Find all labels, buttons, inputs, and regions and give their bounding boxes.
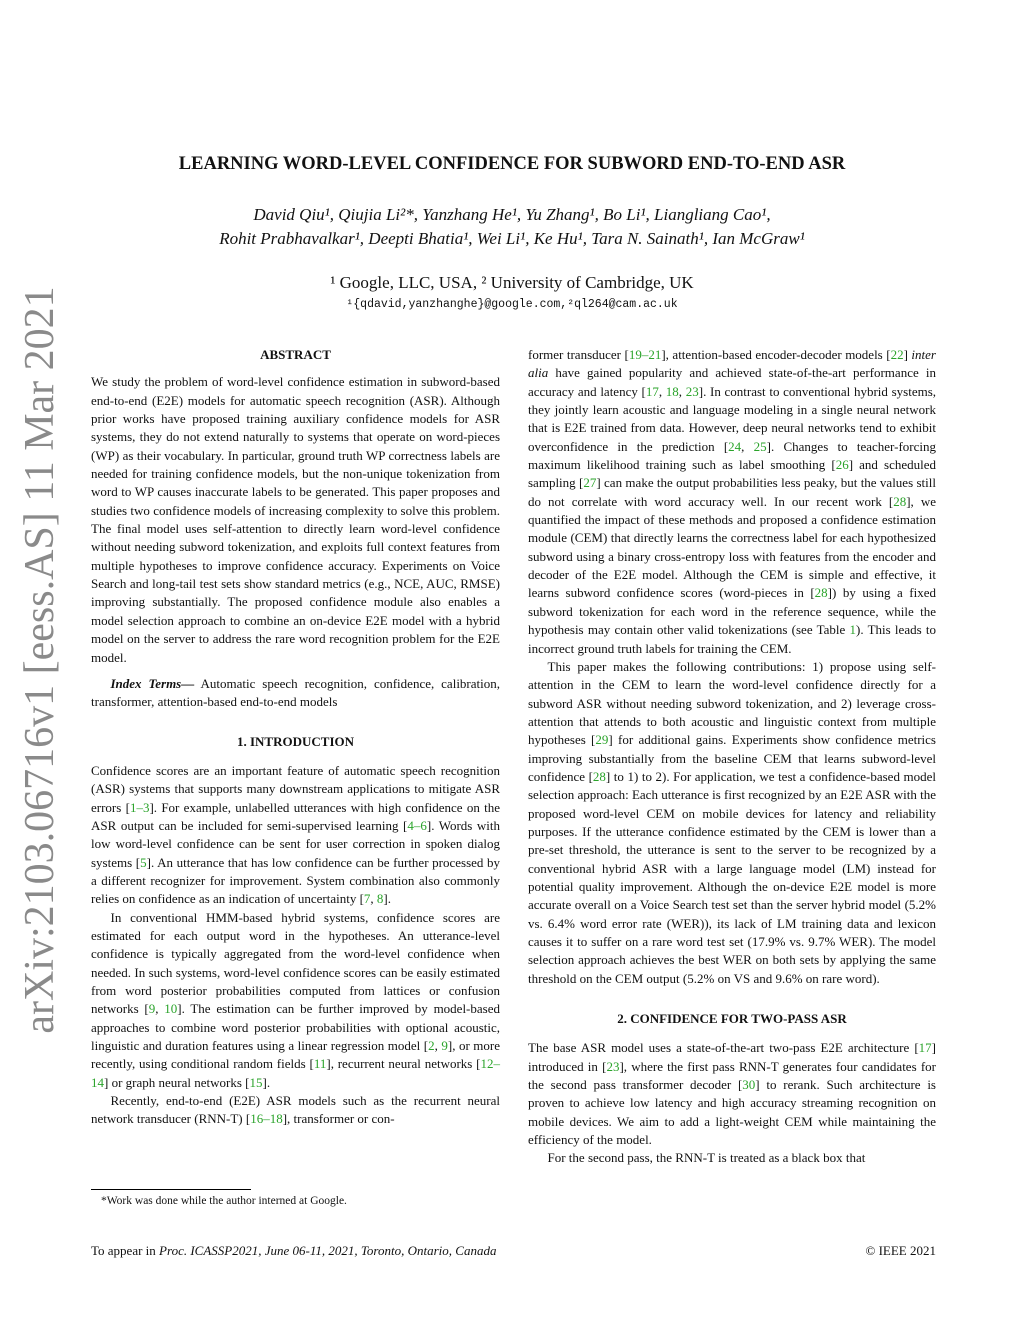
left-column [91,346,500,1129]
citation-link[interactable]: 25 [753,438,767,454]
citation-link[interactable]: 28 [893,493,907,509]
citation-link[interactable]: 16–18 [250,1111,283,1127]
citation-link[interactable]: 19–21 [628,347,662,362]
citation-link[interactable]: 18 [665,383,679,399]
author-list [70,203,954,251]
citation-link[interactable]: 5 [140,854,147,870]
citation-link[interactable]: 7 [363,891,371,907]
citation-link[interactable]: 15 [249,1074,263,1090]
citation-link[interactable]: 26 [835,457,849,473]
citation-link[interactable]: 10 [164,1001,178,1017]
contributions-paragraph: This paper makes the following contributions: 1) propose using self-attention in the CEM to learn the word-level confidence directly for a subword ASR without needing subword tokenization, and 2) leverage cross-attention that attends to both acoustic and linguistic context from multiple hypotheses [29] for additional gains. Experiments show confidence metrics improving substantially from the baseline CEM that learns subword-level confidence [28] to 1) to 2). For application, we test a confidence-based model selection approach: Each utterance is first recognized by an E2E ASR with the proposed word-level CEM on mobile devices for latency and reliability purposes. If the utterance confidence estimated by the CEM is lower than a pre-set threshold, the utterance is sent to the server to be recognized by a conventional hybrid ASR with a large language model (LM) instead for potential quality improvement. Although the on-device E2E model is more accurate overall on a Voice Search test set than the server hybrid model (5.2% vs. 6.4% word error rate (WER)), its lack of LM training data and lexicon causes it to suffer on a rare word test set (17.9% vs. 9.7% WER). The model selection approach achieves the best WER on both sets by applying the same threshold on the CEM output (5.2% on VS and 9.6% on rare word). [528,658,937,986]
intro-paragraph-3: Recently, end-to-end (E2E) ASR models such as the recurrent neural network transducer (RNN-T) [16–18], transformer or con- [91,1093,500,1127]
citation-link[interactable]: 2 [428,1038,435,1054]
abstract-text: We study the problem of word-level confidence estimation in subword-based end-to-end (E2E) models for automatic speech recognition (ASR). Although prior works have proposed training auxiliary confidence models for ASR systems, they do not extend naturally to systems that operate on word-pieces (WP) as their vocabulary. In particular, ground truth WP correctness labels are needed for training confidence models, but the non-unique tokenization from word to WP causes inaccurate labels to be generated. This paper proposes and studies two confidence models of increasing complexity to solve this problem. The final model uses self-attention to directly learn word-level confidence without needing subword tokenization, and exploits full context features from multiple hypotheses to improve confidence accuracy. Experiments on Voice Search and long-tail test sets show standard metrics (e.g., NCE, AUC, RMSE) improving substantially. The proposed confidence module also enables a model selection approach to combine an on-device E2E model with a hybrid model on the server to address the rare word recognition problem for the E2E model. [91,374,500,665]
citation-link[interactable]: 30 [742,1077,756,1093]
footnote: *Work was done while the author interned at Google. [101,1195,347,1207]
intro-paragraph-1: Confidence scores are an important feature of automatic speech recognition (ASR) systems that supports many downstream applications to mitigate ASR errors [1–3]. For example, unlabelled utterances with high confidence on the ASR output can be included for semi-supervised learning [4–6]. Words with low word-level confidence can be sent for user correction in spoken dialog systems [5]. An utterance that has low confidence can be further processed by a different recognizer for improvement. System combination also commonly relies on confidence as an indication of uncertainty [7, 8]. [91,762,501,907]
citation-link[interactable]: 29 [595,732,609,748]
citation-link[interactable]: 24 [728,438,742,454]
index-terms-text: Automatic speech recognition, confidence, calibration, transformer, attention-based end-to-end models [91,675,501,710]
author-line-1: David Qiu¹, Qiujia Li²*, Yanzhang He¹, Yu Zhang¹, Bo Li¹, Liangliang Cao¹, [253,205,771,224]
citation-link[interactable]: 23 [606,1058,620,1074]
citation-link[interactable]: 17 [645,383,659,399]
citation-link[interactable]: 9 [441,1038,448,1054]
footnote-rule [91,1189,251,1190]
intro-paragraph-2: In conventional HMM-based hybrid systems, confidence scores are estimated for each output word in the hypotheses. An utterance-level confidence is typically aggregated from the word-level confidence when needed. In such systems, word-level confidence scores can be easily estimated from word posterior probabilities computed from lattices or confusion networks [9, 10]. The estimation can be further improved by model-based approaches to combine word posterior probabilities with optional acoustic, linguistic and duration features using a linear regression model [2, 9], or more recently, using conditional random fields [11], recurrent neural networks [12–14] or graph neural networks [15]. [91,909,501,1090]
index-terms [91,675,500,712]
table-ref-link[interactable]: 1 [849,622,857,638]
citation-link[interactable]: 8 [376,891,384,907]
citation-link[interactable]: 17 [918,1040,932,1056]
citation-link[interactable]: 11 [313,1056,327,1072]
citation-link[interactable]: 28 [814,585,828,601]
copyright-footer: © IEEE 2021 [865,1243,936,1258]
section-2-paragraph-2: For the second pass, the RNN-T is treated as a black box that [547,1150,866,1166]
author-line-2: Rohit Prabhavalkar¹, Deepti Bhatia¹, Wei Li¹, Ke Hu¹, Tara N. Sainath¹, Ian McGraw¹ [219,229,805,248]
section-1-heading: 1. INTRODUCTION [236,733,354,749]
intro-paragraph-3-continued: former transducer [19–21], attention-based encoder-decoder models [22] inter alia have gained popularity and achieved state-of-the-art performance in accuracy and latency [17, 18, 23]. In contrast to conventional hybrid systems, they jointly learn acoustic and language modeling in a single neural network that is E2E trained from data. However, deep neural networks tend to exhibit overconfidence in the prediction [24, 25]. Changes to teacher-forcing maximum likelihood training such as label smoothing [26] and scheduled sampling [27] can make the output probabilities less peaky, but the values still do not correlate with word accuracy well. In our recent work [28], we quantified the impact of these methods and proposed a confidence estimation module (CEM) that directly learns the correctness label for each hypothesized subword using a binary cross-entropy loss with features from the encoder and decoder of the E2E model. Although the CEM is simple and effective, it learns subword confidence scores (word-pieces in [28]) by using a fixed subword tokenization for each word in the reference sequence, while the hypothesis may contain other valid tokenizations (see Table 1). This leads to incorrect ground truth labels for training the CEM. [528,347,937,656]
paper-title: LEARNING WORD-LEVEL CONFIDENCE FOR SUBWORD END-TO-END ASR [178,154,846,174]
citation-link[interactable]: 22 [890,347,904,362]
citation-link[interactable]: 1–3 [129,799,150,815]
author-emails: ¹{qdavid,yanzhanghe}@google.com,²ql264@cam.ac.uk [346,298,678,311]
affiliations: ¹ Google, LLC, USA, ² University of Cambridge, UK [330,273,694,292]
arxiv-id: arXiv:2103.06716v1 [eess.AS] 11 Mar 2021 [17,286,63,1034]
right-column [528,346,936,1168]
citation-link[interactable]: 9 [148,1001,156,1017]
citation-link[interactable]: 23 [685,383,699,399]
citation-link[interactable]: 27 [583,475,597,491]
citation-link[interactable]: 28 [592,768,606,784]
venue-footer: To appear in Proc. ICASSP2021, June 06-11, 2021, Toronto, Ontario, Canada [91,1243,497,1258]
citation-link[interactable]: 4–6 [407,817,427,833]
abstract-heading: ABSTRACT [260,347,331,362]
index-terms-label: Index Terms— [110,675,195,691]
arxiv-sidebar-stamp [12,286,68,1034]
section-2-paragraph-1: The base ASR model uses a state-of-the-art two-pass E2E architecture [17] introduced in [23], where the first pass RNN-T generates four candidates for the second pass transformer decoder [30] to rerank. Such architecture is proven to achieve low latency and high accuracy streaming recognition on mobile devices. We aim to add a light-weight CEM while maintaining the efficiency of the model. [528,1040,936,1148]
section-2-heading: 2. CONFIDENCE FOR TWO-PASS ASR [617,1011,847,1027]
citation-link[interactable]: 12–14 [91,1056,500,1090]
